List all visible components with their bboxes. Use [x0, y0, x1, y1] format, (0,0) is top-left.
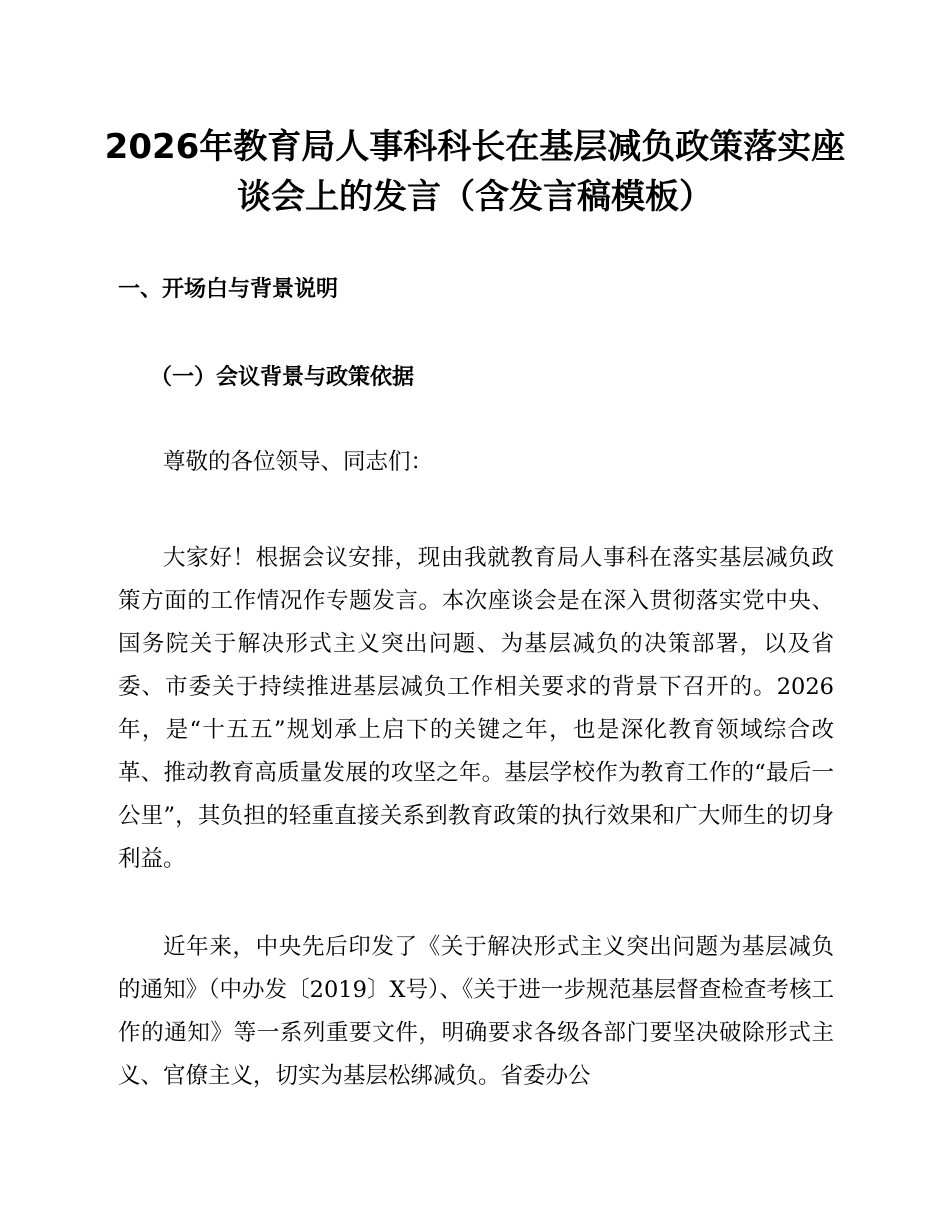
salutation-paragraph: 尊敬的各位领导、同志们： [163, 449, 434, 475]
body-paragraph: 大家好！根据会议安排，现由我就教育局人事科在落实基层减负政策方面的工作情况作专题发言。本次座谈会是在深入贯彻落实党中央、国务院关于解决形式主义突出问题、为基层减负的决策部署，以及省委、市委关于持续推进基层减负工作相关要求的背景下召开的。2026年，是“十五五”规划承上启下的关键之年，也是深化教育领域综合改革、推动教育高质量发展的攻坚之年。基层学校作为教育工作的“最后一公里”，其负担的轻重直接关系到教育政策的执行效果和广大师生的切身利益。 [118, 545, 834, 872]
subsection-heading: （一）会议背景与政策依据 [150, 364, 415, 390]
section-heading: 一、开场白与背景说明 [118, 277, 339, 302]
body-paragraph: 近年来，中央先后印发了《关于解决形式主义突出问题为基层减负的通知》（中办发〔2019〕X号）、《关于进一步规范基层督查检查考核工作的通知》等一系列重要文件，明确要求各级各部门要坚决破除形式主义、官僚主义，切实为基层松绑减负。省委办公 [118, 934, 834, 1089]
document-title: 2026年教育局人事科科长在基层减负政策落实座谈会上的发言（含发言稿模板） [104, 127, 846, 217]
